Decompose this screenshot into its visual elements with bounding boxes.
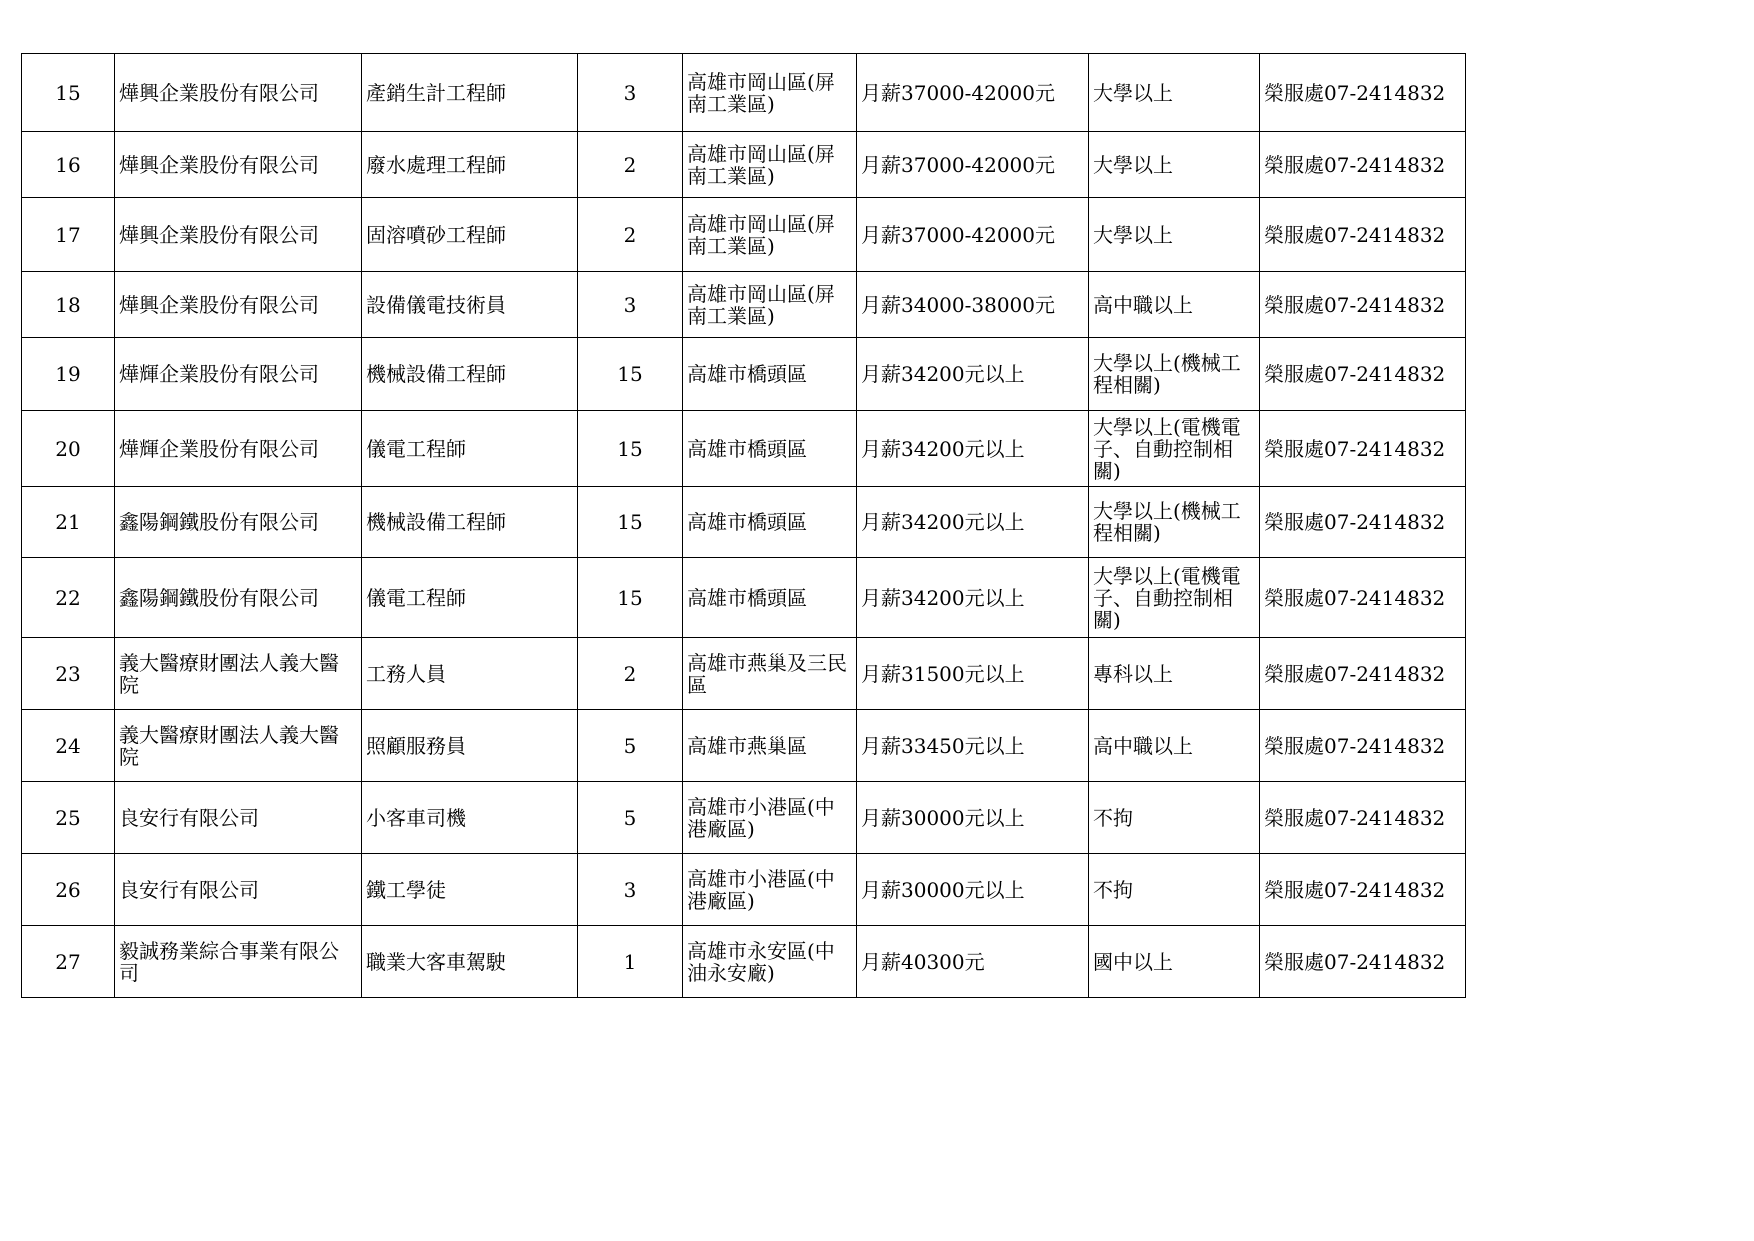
openings-count-cell: 5 <box>578 782 683 854</box>
row-number-cell: 20 <box>22 411 115 487</box>
contact-cell: 榮服處07-2414832 <box>1260 272 1466 338</box>
position-cell: 儀電工程師 <box>362 558 578 638</box>
company-cell: 良安行有限公司 <box>115 854 362 926</box>
work-location-cell: 高雄市永安區(中油永安廠) <box>683 926 857 998</box>
salary-cell: 月薪34000-38000元 <box>857 272 1089 338</box>
company-cell: 燁輝企業股份有限公司 <box>115 411 362 487</box>
position-cell: 職業大客車駕駛 <box>362 926 578 998</box>
salary-cell: 月薪34200元以上 <box>857 411 1089 487</box>
openings-count-cell: 15 <box>578 558 683 638</box>
row-number-cell: 18 <box>22 272 115 338</box>
position-cell: 機械設備工程師 <box>362 338 578 411</box>
education-requirement-cell: 大學以上(電機電子、自動控制相關) <box>1089 558 1260 638</box>
openings-count-cell: 15 <box>578 487 683 558</box>
contact-cell: 榮服處07-2414832 <box>1260 338 1466 411</box>
table-row <box>22 926 1466 998</box>
openings-count-cell: 1 <box>578 926 683 998</box>
salary-cell: 月薪40300元 <box>857 926 1089 998</box>
openings-count-cell: 3 <box>578 54 683 132</box>
salary-cell: 月薪33450元以上 <box>857 710 1089 782</box>
position-cell: 儀電工程師 <box>362 411 578 487</box>
openings-count-cell: 2 <box>578 198 683 272</box>
company-cell: 鑫陽鋼鐵股份有限公司 <box>115 558 362 638</box>
contact-cell: 榮服處07-2414832 <box>1260 638 1466 710</box>
company-cell: 燁興企業股份有限公司 <box>115 54 362 132</box>
position-cell: 廢水處理工程師 <box>362 132 578 198</box>
work-location-cell: 高雄市燕巢區 <box>683 710 857 782</box>
row-number-cell: 19 <box>22 338 115 411</box>
table-row <box>22 487 1466 558</box>
education-requirement-cell: 大學以上 <box>1089 198 1260 272</box>
row-number-cell: 25 <box>22 782 115 854</box>
table-row <box>22 132 1466 198</box>
education-requirement-cell: 不拘 <box>1089 854 1260 926</box>
openings-count-cell: 2 <box>578 132 683 198</box>
education-requirement-cell: 專科以上 <box>1089 638 1260 710</box>
row-number-cell: 21 <box>22 487 115 558</box>
work-location-cell: 高雄市橋頭區 <box>683 558 857 638</box>
contact-cell: 榮服處07-2414832 <box>1260 198 1466 272</box>
work-location-cell: 高雄市橋頭區 <box>683 487 857 558</box>
position-cell: 設備儀電技術員 <box>362 272 578 338</box>
company-cell: 毅誠務業綜合事業有限公司 <box>115 926 362 998</box>
company-cell: 義大醫療財團法人義大醫院 <box>115 638 362 710</box>
openings-count-cell: 3 <box>578 854 683 926</box>
education-requirement-cell: 國中以上 <box>1089 926 1260 998</box>
salary-cell: 月薪31500元以上 <box>857 638 1089 710</box>
row-number-cell: 23 <box>22 638 115 710</box>
education-requirement-cell: 高中職以上 <box>1089 710 1260 782</box>
position-cell: 鐵工學徒 <box>362 854 578 926</box>
table-row <box>22 338 1466 411</box>
position-cell: 產銷生計工程師 <box>362 54 578 132</box>
table-row <box>22 782 1466 854</box>
table-row <box>22 638 1466 710</box>
education-requirement-cell: 高中職以上 <box>1089 272 1260 338</box>
work-location-cell: 高雄市燕巢及三民區 <box>683 638 857 710</box>
education-requirement-cell: 大學以上(機械工程相關) <box>1089 487 1260 558</box>
salary-cell: 月薪37000-42000元 <box>857 54 1089 132</box>
position-cell: 小客車司機 <box>362 782 578 854</box>
education-requirement-cell: 不拘 <box>1089 782 1260 854</box>
work-location-cell: 高雄市小港區(中港廠區) <box>683 854 857 926</box>
work-location-cell: 高雄市小港區(中港廠區) <box>683 782 857 854</box>
company-cell: 義大醫療財團法人義大醫院 <box>115 710 362 782</box>
position-cell: 工務人員 <box>362 638 578 710</box>
salary-cell: 月薪30000元以上 <box>857 854 1089 926</box>
row-number-cell: 27 <box>22 926 115 998</box>
work-location-cell: 高雄市岡山區(屏南工業區) <box>683 198 857 272</box>
salary-cell: 月薪37000-42000元 <box>857 132 1089 198</box>
row-number-cell: 15 <box>22 54 115 132</box>
row-number-cell: 16 <box>22 132 115 198</box>
row-number-cell: 22 <box>22 558 115 638</box>
contact-cell: 榮服處07-2414832 <box>1260 558 1466 638</box>
openings-count-cell: 15 <box>578 338 683 411</box>
company-cell: 燁興企業股份有限公司 <box>115 272 362 338</box>
contact-cell: 榮服處07-2414832 <box>1260 926 1466 998</box>
openings-count-cell: 2 <box>578 638 683 710</box>
openings-count-cell: 3 <box>578 272 683 338</box>
company-cell: 燁興企業股份有限公司 <box>115 132 362 198</box>
company-cell: 燁輝企業股份有限公司 <box>115 338 362 411</box>
education-requirement-cell: 大學以上(電機電子、自動控制相關) <box>1089 411 1260 487</box>
work-location-cell: 高雄市岡山區(屏南工業區) <box>683 272 857 338</box>
salary-cell: 月薪34200元以上 <box>857 338 1089 411</box>
salary-cell: 月薪34200元以上 <box>857 487 1089 558</box>
table-row <box>22 54 1466 132</box>
position-cell: 照顧服務員 <box>362 710 578 782</box>
table-row <box>22 710 1466 782</box>
company-cell: 良安行有限公司 <box>115 782 362 854</box>
salary-cell: 月薪34200元以上 <box>857 558 1089 638</box>
company-cell: 鑫陽鋼鐵股份有限公司 <box>115 487 362 558</box>
table-row <box>22 272 1466 338</box>
work-location-cell: 高雄市橋頭區 <box>683 411 857 487</box>
job-listing-table <box>21 53 1466 998</box>
contact-cell: 榮服處07-2414832 <box>1260 710 1466 782</box>
salary-cell: 月薪37000-42000元 <box>857 198 1089 272</box>
education-requirement-cell: 大學以上(機械工程相關) <box>1089 338 1260 411</box>
openings-count-cell: 15 <box>578 411 683 487</box>
contact-cell: 榮服處07-2414832 <box>1260 487 1466 558</box>
education-requirement-cell: 大學以上 <box>1089 54 1260 132</box>
openings-count-cell: 5 <box>578 710 683 782</box>
contact-cell: 榮服處07-2414832 <box>1260 411 1466 487</box>
row-number-cell: 26 <box>22 854 115 926</box>
row-number-cell: 24 <box>22 710 115 782</box>
contact-cell: 榮服處07-2414832 <box>1260 854 1466 926</box>
table-row <box>22 198 1466 272</box>
contact-cell: 榮服處07-2414832 <box>1260 54 1466 132</box>
table-body <box>22 54 1466 998</box>
salary-cell: 月薪30000元以上 <box>857 782 1089 854</box>
table-row <box>22 558 1466 638</box>
work-location-cell: 高雄市岡山區(屏南工業區) <box>683 54 857 132</box>
position-cell: 固溶噴砂工程師 <box>362 198 578 272</box>
contact-cell: 榮服處07-2414832 <box>1260 782 1466 854</box>
company-cell: 燁興企業股份有限公司 <box>115 198 362 272</box>
row-number-cell: 17 <box>22 198 115 272</box>
contact-cell: 榮服處07-2414832 <box>1260 132 1466 198</box>
position-cell: 機械設備工程師 <box>362 487 578 558</box>
table-row <box>22 411 1466 487</box>
work-location-cell: 高雄市橋頭區 <box>683 338 857 411</box>
work-location-cell: 高雄市岡山區(屏南工業區) <box>683 132 857 198</box>
education-requirement-cell: 大學以上 <box>1089 132 1260 198</box>
table-row <box>22 854 1466 926</box>
